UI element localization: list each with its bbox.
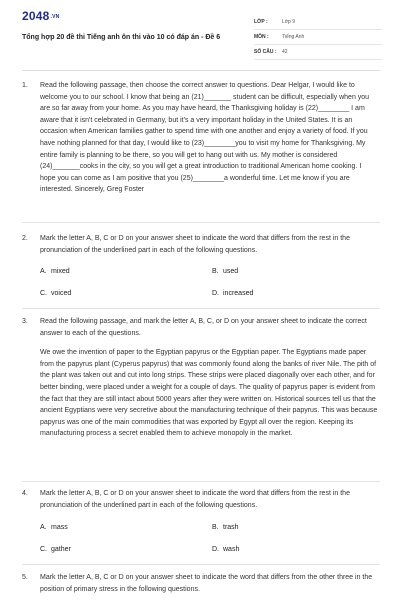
- question-body: [40, 488, 378, 511]
- question-body: [40, 572, 378, 595]
- logo-text: 2048: [22, 9, 50, 23]
- option-b[interactable]: B. used: [212, 268, 239, 275]
- reading-passage: We owe the invention of paper to the Egyptian papyrus or the Egyptian paper. The Egyptians made paper from the papyrus plant (Cyperus papyrus) that was commonly found along the banks of river Nile. The pith of the plant was taken out and cut into long strips. These strips were placed diagonally over each other, and for better binding, were placed under a weight for a couple of days. The quality of papyrus paper is evident from the fact that they are still intact about 5000 years after they were written on. Historical sources tell us that the ancient Egyptians were very secretive about the manufacturing technique of their papyrus. This was because papyrus was one of the main commodities that was exported by Egypt all over the region. Keeping its manufacturing process a secret enabled them to achieve monopoly in the market.: [40, 349, 378, 438]
- question-separator: [22, 564, 380, 565]
- question-number: 3.: [22, 318, 28, 325]
- document-meta: [254, 15, 382, 60]
- question-body: [40, 316, 378, 440]
- option-d[interactable]: D. increased: [212, 290, 254, 297]
- question-text: Mark the letter A, B, C or D on your answer sheet to indicate the word that differs from the rest in the pronunciation of the underlined part in each of the following questions.: [40, 235, 350, 254]
- option-c[interactable]: C. voiced: [40, 290, 72, 297]
- question-number: 1.: [22, 82, 28, 89]
- logo-suffix: .VN: [50, 13, 60, 20]
- answer-options: [40, 524, 340, 560]
- question-body: [40, 80, 378, 196]
- question-number: 5.: [22, 574, 28, 581]
- option-d[interactable]: D. wash: [212, 546, 240, 553]
- question-text: Read the following passage, then choose the correct answer to questions. Dear Helgar, I would like to welcome you to our school. I know that being an (21)_______ student can be difficult, especially when you are so far away from your home. As you may have heard, the Thanksgiving holiday is (22)________ I am aware that it isn't celebrated in Germany, but it's a very important holiday in the United States. It is an occasion when American families gather to spend time with one another and enjoy a variety of food. If you have nothing planned for that day, I would like to (23)________you to visit my home for Thanksgiving. My entire family is planning to be there, so you will get to hang out with us. My mother is considered (24)_______cooks in the city, so you will get a great introduction to traditional American home cooking. I hope you can come as I am positive that you (25)________a wonderful time. Let me know if you are interested. Sincerely, Greg Foster: [40, 82, 370, 194]
- question-1: [22, 80, 382, 212]
- question-text: Mark the letter A, B, C or D on your answer sheet to indicate the word that differs from the other three in the position of primary stress in the following questions.: [40, 574, 373, 593]
- question-separator: [22, 308, 380, 309]
- meta-row-count: [254, 45, 382, 60]
- question-body: [40, 233, 378, 256]
- question-text: Mark the letter A, B, C or D on your answer sheet to indicate the word that differs from the rest in the pronunciation of the underlined part in each of the following questions.: [40, 490, 350, 509]
- question-separator: [22, 481, 380, 482]
- question-3: [22, 316, 382, 478]
- meta-label: MÔN :: [254, 34, 269, 40]
- question-2: [22, 233, 382, 269]
- question-text: Read the following passage, and mark the letter A, B, C, or D on your answer sheet to indicate the correct answer to each of the questions.: [40, 318, 367, 337]
- meta-label: SỐ CÂU :: [254, 49, 277, 55]
- page-header: [0, 0, 400, 64]
- question-number: 2.: [22, 235, 28, 242]
- site-logo[interactable]: [22, 9, 59, 23]
- option-a[interactable]: A. mixed: [40, 268, 70, 275]
- question-4: [22, 488, 382, 514]
- option-a[interactable]: A. mass: [40, 524, 68, 531]
- answer-options: [40, 268, 340, 308]
- meta-value: Lớp 9: [282, 19, 296, 25]
- meta-value: Tiếng Anh: [282, 34, 305, 40]
- meta-row-class: [254, 15, 382, 30]
- meta-label: LỚP :: [254, 19, 268, 25]
- question-number: 4.: [22, 490, 28, 497]
- meta-row-subject: [254, 30, 382, 45]
- option-b[interactable]: B. trash: [212, 524, 239, 531]
- question-5: [22, 572, 382, 598]
- meta-value: 42: [282, 49, 288, 55]
- option-c[interactable]: C. gather: [40, 546, 71, 553]
- header-divider: [22, 70, 380, 71]
- question-separator: [22, 222, 380, 223]
- document-title: Tổng hợp 20 đề thi Tiếng anh ôn thi vào 10 có đáp án - Đề 6: [22, 34, 221, 41]
